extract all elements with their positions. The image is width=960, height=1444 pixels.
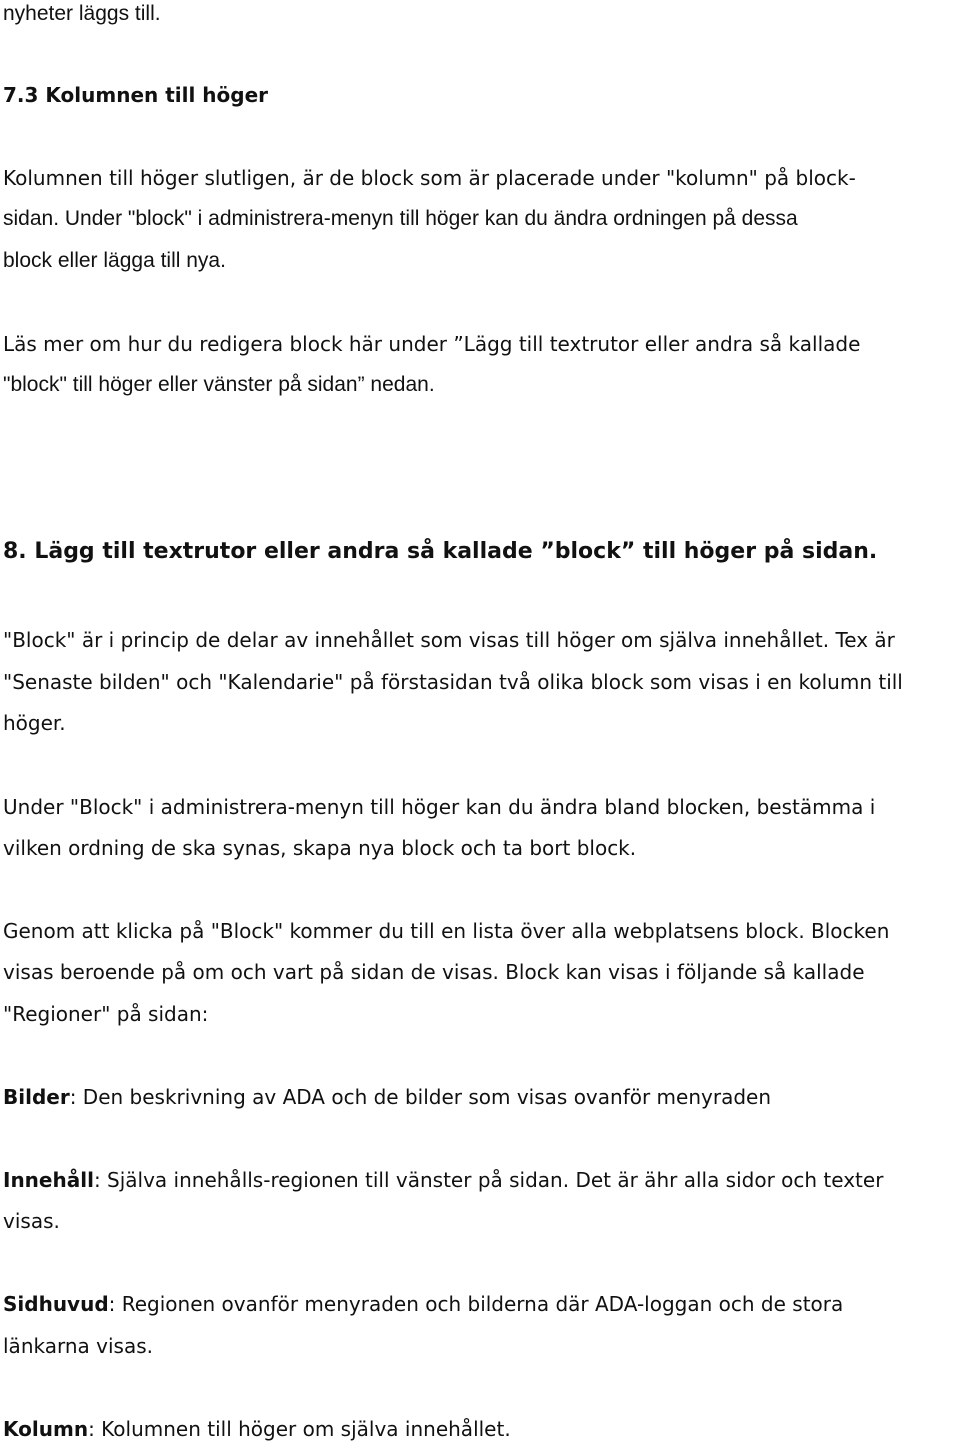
paragraph-line: Läs mer om hur du redigera block här under ”Lägg till textrutor eller andra så kallade <box>3 332 861 356</box>
section-heading-8: 8. Lägg till textrutor eller andra så kallade ”block” till höger på sidan. <box>3 539 878 564</box>
paragraph-line: höger. <box>3 711 66 735</box>
region-item-innehall <box>3 1166 883 1194</box>
region-description: : Själva innehålls-regionen till vänster på sidan. Det är ähr alla sidor och texter <box>93 1168 884 1192</box>
top-fragment: nyheter läggs till. <box>3 2 161 25</box>
region-item-sidhuvud <box>3 1290 843 1318</box>
region-term: Kolumn <box>3 1417 89 1441</box>
region-description-continued: länkarna visas. <box>3 1334 153 1358</box>
region-description: : Den beskrivning av ADA och de bilder som visas ovanför menyraden <box>69 1085 772 1109</box>
paragraph-line: Under "Block" i administrera-menyn till höger kan du ändra bland blocken, bestämma i <box>3 795 876 819</box>
region-description: : Kolumnen till höger om själva innehållet. <box>88 1417 511 1441</box>
paragraph-line: "Senaste bilden" och "Kalendarie" på förstasidan två olika block som visas i en kolumn till <box>3 670 903 694</box>
paragraph-line: "Regioner" på sidan: <box>3 1002 209 1026</box>
paragraph-line: vilken ordning de ska synas, skapa nya block och ta bort block. <box>3 836 637 860</box>
paragraph-line: visas beroende på om och vart på sidan de visas. Block kan visas i följande så kallade <box>3 960 865 984</box>
region-item-bilder <box>3 1083 771 1111</box>
region-item-kolumn <box>3 1415 511 1443</box>
region-term: Bilder <box>3 1085 70 1109</box>
region-term: Sidhuvud <box>3 1292 109 1316</box>
paragraph-line: sidan. Under "block" i administrera-menyn till höger kan du ändra ordningen på dessa <box>3 207 798 230</box>
paragraph-line: "Block" är i princip de delar av innehållet som visas till höger om själva innehållet. Tex är <box>3 628 895 652</box>
paragraph-line: Genom att klicka på "Block" kommer du till en lista över alla webplatsens block. Blocken <box>3 919 890 943</box>
paragraph-line: block eller lägga till nya. <box>3 249 226 272</box>
paragraph-line: Kolumnen till höger slutligen, är de block som är placerade under "kolumn" på block- <box>3 166 856 190</box>
region-description: : Regionen ovanför menyraden och bilderna där ADA-loggan och de stora <box>108 1292 844 1316</box>
section-heading-7-3: 7.3 Kolumnen till höger <box>3 83 269 107</box>
paragraph-line: "block" till höger eller vänster på sidan” nedan. <box>3 373 435 396</box>
region-description-continued: visas. <box>3 1209 60 1233</box>
region-term: Innehåll <box>3 1168 94 1192</box>
